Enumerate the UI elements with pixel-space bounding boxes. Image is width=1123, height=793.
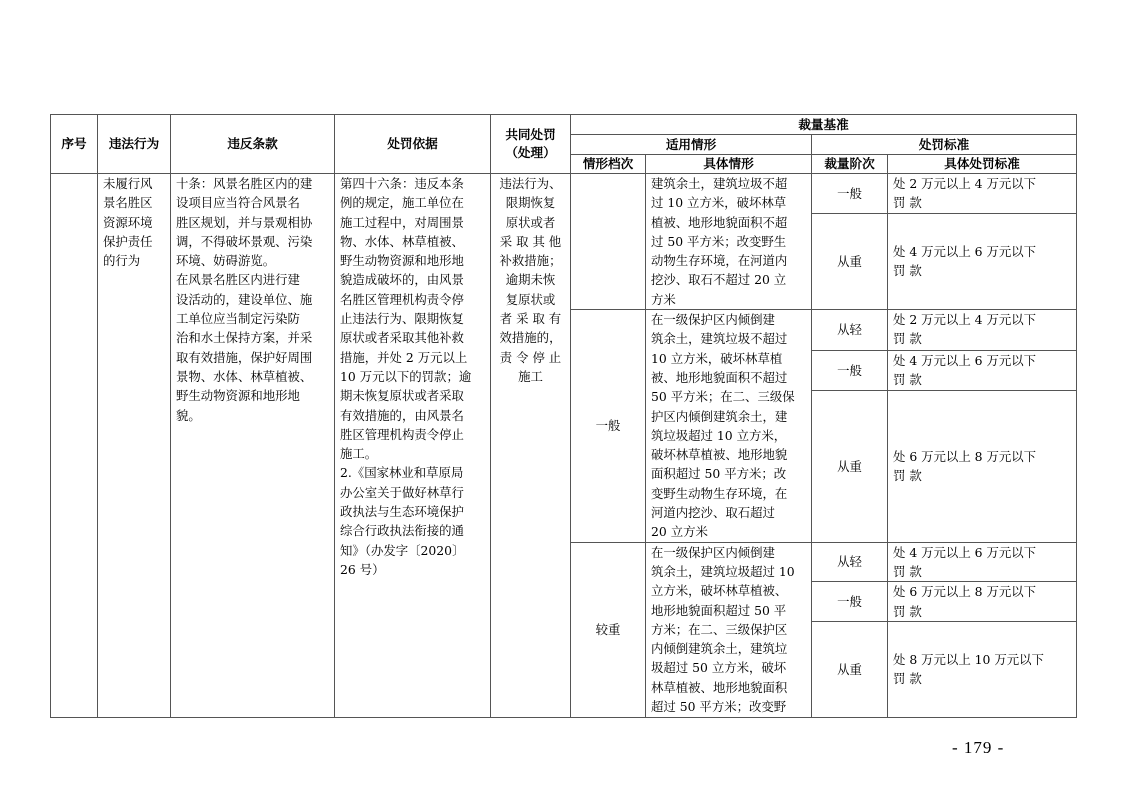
cell-level: 从轻 <box>812 542 888 582</box>
cell-detail: 在一级保护区内倾倒建 筑余土，建筑垃圾不超过 10 立方米，破坏林草植 被、地形地貌面积不超过 50 平方米；在二、三级保 护区内倾倒建筑余土，建 筑垃圾超过 10 立方米， 破坏林草植被、地形地貌 面积超过 50 平方米；改 变野生动物生存环境，在 河道内挖沙、取石超过 20 立方米 <box>646 310 812 543</box>
cell-level: 从重 <box>812 621 888 717</box>
cell-penalty: 处 2 万元以上 4 万元以下 罚 款 <box>888 174 1077 214</box>
cell-violated-clause: 十条：风景名胜区内的建 设项目应当符合风景名 胜区规划，并与景观相协 调，不得破坏景观、污染 环境、妨碍游览。 在风景名胜区内进行建 设活动的，建设单位、施 工单位应当制定污染防 治和水土保持方案，并采 取有效措施，保护好周围 景物、水体、林草植被、 野生动物资源和地形地 貌。 <box>171 174 335 718</box>
header-level: 裁量阶次 <box>812 155 888 174</box>
header-seq: 序号 <box>51 115 98 174</box>
page-number: - 179 - <box>952 738 1005 757</box>
cell-level: 一般 <box>812 174 888 214</box>
cell-penalty: 处 6 万元以上 8 万元以下 罚 款 <box>888 582 1077 622</box>
header-detail: 具体情形 <box>646 155 812 174</box>
header-basis: 处罚依据 <box>335 115 491 174</box>
cell-penalty-basis: 第四十六条：违反本条 例的规定，施工单位在 施工过程中，对周围景 物、水体、林草植被、 野生动物资源和地形地 貌造成破坏的，由风景 名胜区管理机构责令停 止违法行为、限期恢复 原状或者采取其他补救 措施，并处 2 万元以上 10 万元以下的罚款；逾 期未恢复原状或者采取 有效措施的，由风景名 胜区管理机构责令停止 施工。 2.《国家林业和草原局 办公室关于做好林草行 政执法与生态环境保护 综合行政执法衔接的通 知》（办发字〔2020〕 26 号） <box>335 174 491 718</box>
cell-level: 一般 <box>812 582 888 622</box>
penalty-discretion-table <box>50 114 1077 718</box>
cell-level: 从重 <box>812 391 888 543</box>
cell-violation: 未履行风 景名胜区 资源环境 保护责任 的行为 <box>98 174 171 718</box>
cell-penalty: 处 8 万元以上 10 万元以下 罚 款 <box>888 621 1077 717</box>
header-penalty-standard: 具体处罚标准 <box>888 155 1077 174</box>
cell-penalty: 处 4 万元以上 6 万元以下 罚 款 <box>888 350 1077 391</box>
cell-joint-penalty: 违法行为、 限期恢复 原状或者 采 取 其 他 补救措施； 逾期未恢 复原状或 者 采 取 有 效措施的， 责 令 停 止 施工 <box>491 174 571 718</box>
header-benchmark: 裁量基准 <box>571 115 1077 135</box>
cell-detail: 建筑余土，建筑垃圾不超 过 10 立方米，破坏林草 植被、地形地貌面积不超 过 50 平方米；改变野生 动物生存环境，在河道内 挖沙、取石不超过 20 立 方米 <box>646 174 812 310</box>
header-clause: 违反条款 <box>171 115 335 174</box>
cell-level: 一般 <box>812 350 888 391</box>
cell-grade: 一般 <box>571 310 646 543</box>
cell-grade: 较重 <box>571 542 646 717</box>
cell-grade <box>571 174 646 310</box>
header-grade: 情形档次 <box>571 155 646 174</box>
cell-seq <box>51 174 98 718</box>
header-joint-penalty: 共同处罚 （处理） <box>491 115 571 174</box>
cell-level: 从轻 <box>812 310 888 351</box>
cell-level: 从重 <box>812 213 888 309</box>
header-standard: 处罚标准 <box>812 135 1077 155</box>
cell-penalty: 处 4 万元以上 6 万元以下 罚 款 <box>888 213 1077 309</box>
cell-detail: 在一级保护区内倾倒建 筑余土，建筑垃圾超过 10 立方米，破坏林草植被、 地形地貌面积超过 50 平 方米；在二、三级保护区 内倾倒建筑余土，建筑垃 圾超过 50 立方米，破坏 林草植被、地形地貌面积 超过 50 平方米；改变野 <box>646 542 812 717</box>
cell-penalty: 处 2 万元以上 4 万元以下 罚 款 <box>888 310 1077 351</box>
cell-penalty: 处 6 万元以上 8 万元以下 罚 款 <box>888 391 1077 543</box>
header-situation: 适用情形 <box>571 135 812 155</box>
cell-penalty: 处 4 万元以上 6 万元以下 罚 款 <box>888 542 1077 582</box>
header-violation: 违法行为 <box>98 115 171 174</box>
